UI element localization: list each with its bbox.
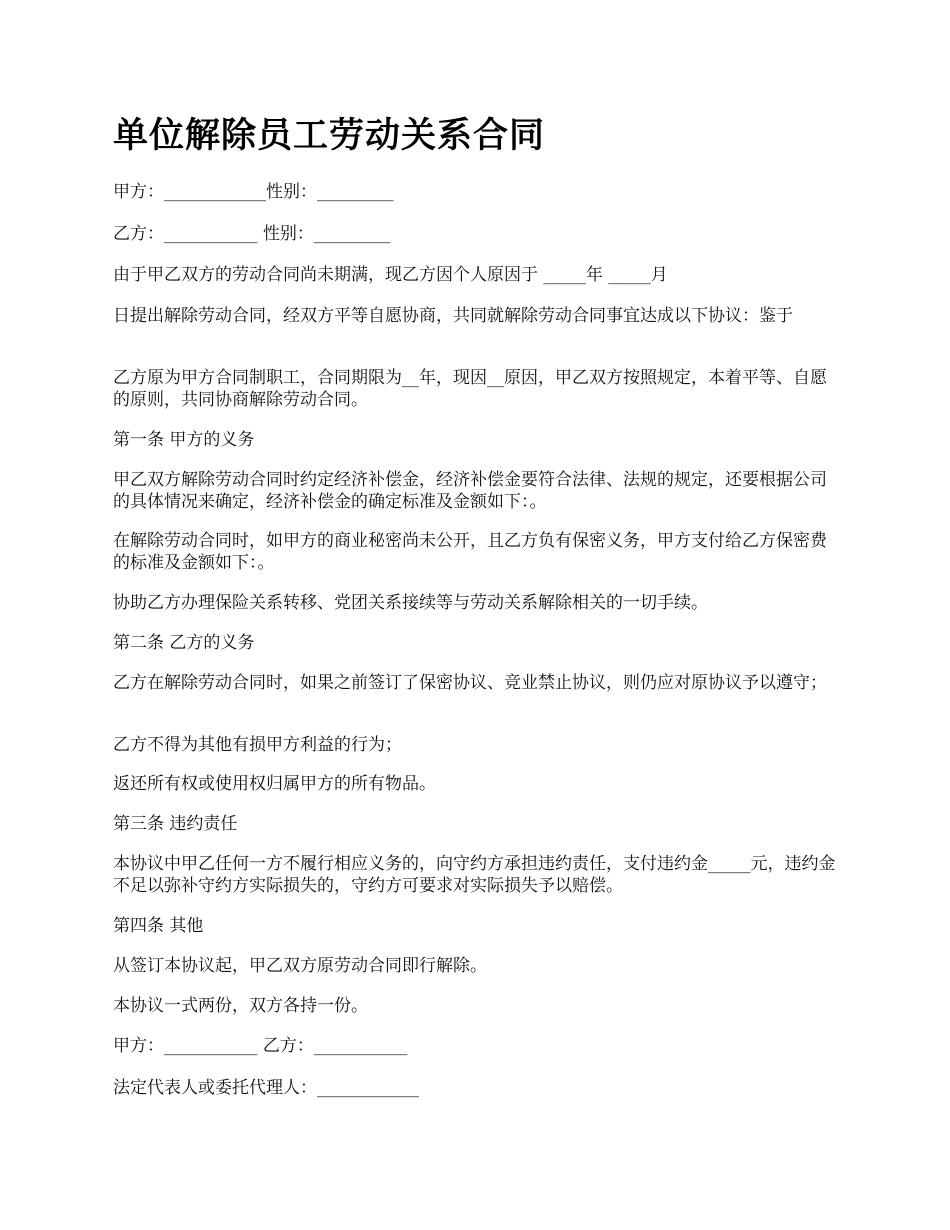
article-2-clause-3: 返还所有权或使用权归属甲方的所有物品。 [113,774,436,794]
article-2-heading: 第二条 乙方的义务 [113,633,255,653]
article-1-clause-1: 甲乙双方解除劳动合同时约定经济补偿金，经济补偿金要符合法律、法规的规定，还要根据公司的具体情况来确定，经济补偿金的确定标准及金额如下：。 [113,470,827,512]
article-4-heading: 第四条 其他 [113,916,204,936]
representative-line: 法定代表人或委托代理人：____________ [113,1078,419,1098]
article-3-clause-1: 本协议中甲乙任何一方不履行相应义务的，向守约方承担违约责任，支付违约金_____元，违约金不足以弥补守约方实际损失的，守约方可要求对实际损失予以赔偿。 [113,854,836,896]
article-1-clause-2: 在解除劳动合同时，如甲方的商业秘密尚未公开，且乙方负有保密义务，甲方支付给乙方保密费的标准及金额如下：。 [113,531,827,573]
document-title: 单位解除员工劳动关系合同 [113,116,546,156]
article-4-clause-2: 本协议一式两份，双方各持一份。 [113,996,368,1016]
article-4-clause-1: 从签订本协议起，甲乙双方原劳动合同即行解除。 [113,956,487,976]
article-2-clause-2: 乙方不得为其他有损甲方利益的行为； [113,735,402,755]
signature-line: 甲方：___________ 乙方：___________ [113,1036,408,1056]
article-2-clause-1: 乙方在解除劳动合同时，如果之前签订了保密协议、竞业禁止协议，则仍应对原协议予以遵守； [113,673,827,693]
party-a-line: 甲方：____________性别：_________ [113,182,394,202]
article-3-heading: 第三条 违约责任 [113,814,238,834]
intro-paragraph: 由于甲乙双方的劳动合同尚未期满，现乙方因个人原因于 _____年 _____月 [113,265,668,285]
background-paragraph: 乙方原为甲方合同制职工，合同期限为__年，现因__原因，甲乙双方按照规定，本着平等、自愿的原则，共同协商解除劳动合同。 [113,368,827,410]
article-1-clause-3: 协助乙方办理保险关系转移、党团关系接续等与劳动关系解除相关的一切手续。 [113,593,708,613]
article-1-heading: 第一条 甲方的义务 [113,430,255,450]
intro-paragraph-continued: 日提出解除劳动合同，经双方平等自愿协商，共同就解除劳动合同事宜达成以下协议：鉴于 [113,306,793,326]
party-b-line: 乙方：___________ 性别：_________ [113,224,391,244]
